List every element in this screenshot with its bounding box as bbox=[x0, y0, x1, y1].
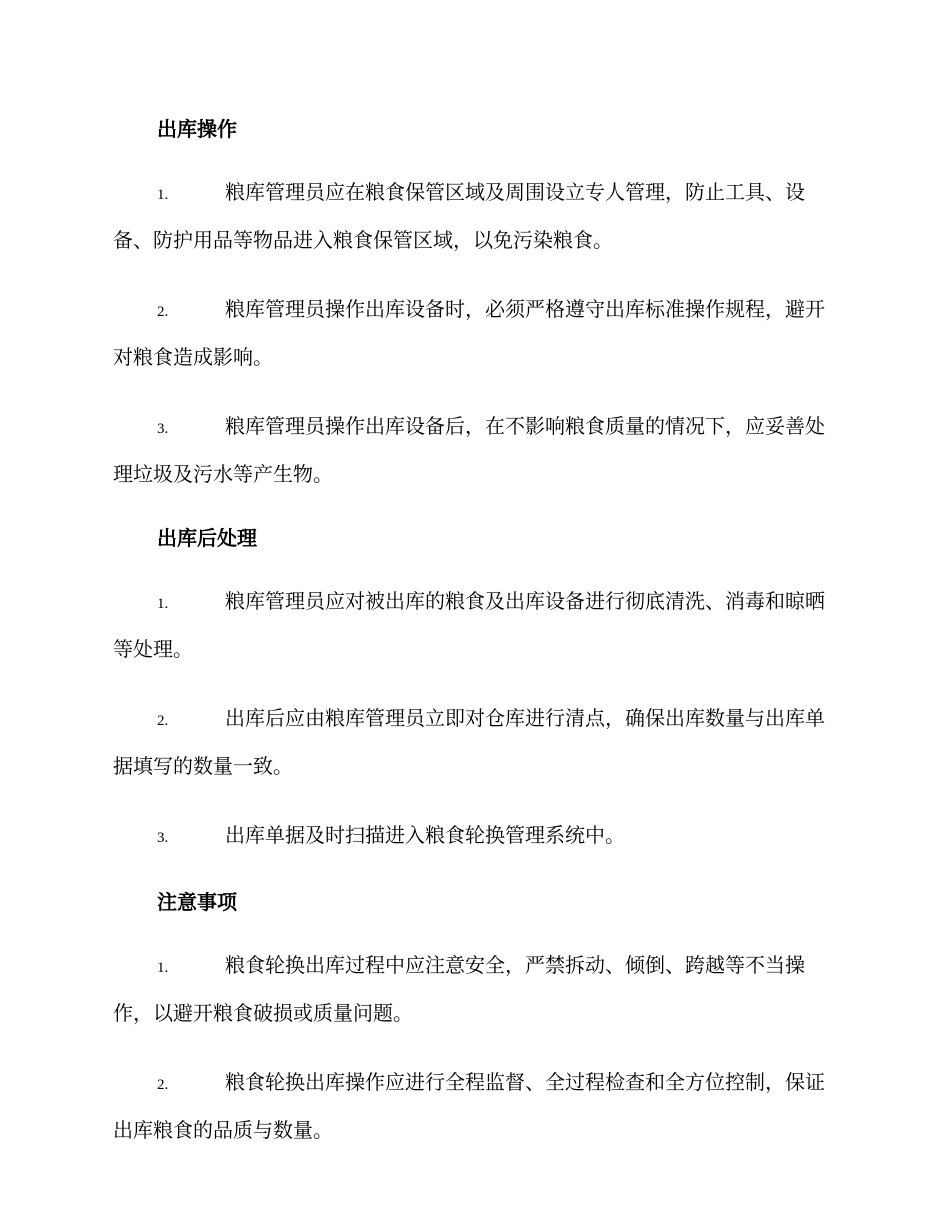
item-number: 1. bbox=[157, 596, 169, 612]
item-number: 1. bbox=[157, 960, 169, 976]
item-number: 2. bbox=[157, 1077, 169, 1093]
item-number: 3. bbox=[157, 830, 169, 846]
list-item bbox=[113, 943, 835, 1036]
list-item bbox=[113, 579, 835, 672]
document-body bbox=[113, 112, 835, 1177]
item-text: 粮库管理员应在粮食保管区域及周围设立专人管理，防止工具、设备、防护用品等物品进入粮食保管区域，以免污染粮食。 bbox=[113, 180, 805, 252]
list-item bbox=[113, 696, 835, 789]
item-number: 1. bbox=[157, 187, 169, 203]
item-list bbox=[113, 170, 835, 497]
list-item bbox=[113, 170, 835, 263]
section-heading: 出库后处理 bbox=[157, 526, 257, 550]
item-list bbox=[113, 579, 835, 861]
item-text: 粮食轮换出库过程中应注意安全，严禁拆动、倾倒、跨越等不当操作，以避开粮食破损或质量问题。 bbox=[113, 953, 805, 1025]
item-list bbox=[113, 943, 835, 1153]
section-outbound-operation bbox=[113, 112, 835, 497]
list-item bbox=[113, 1060, 835, 1153]
list-item bbox=[113, 404, 835, 497]
item-text: 粮库管理员操作出库设备后，在不影响粮食质量的情况下，应妥善处理垃圾及污水等产生物。 bbox=[113, 414, 825, 486]
item-text: 出库后应由粮库管理员立即对仓库进行清点，确保出库数量与出库单据填写的数量一致。 bbox=[113, 706, 825, 778]
section-heading: 注意事项 bbox=[157, 890, 237, 914]
section-post-outbound-handling bbox=[113, 521, 835, 861]
section-precautions bbox=[113, 885, 835, 1153]
item-text: 粮库管理员应对被出库的粮食及出库设备进行彻底清洗、消毒和晾晒等处理。 bbox=[113, 589, 825, 661]
item-text: 粮食轮换出库操作应进行全程监督、全过程检查和全方位控制，保证出库粮食的品质与数量。 bbox=[113, 1070, 825, 1142]
item-text: 粮库管理员操作出库设备时，必须严格遵守出库标准操作规程，避开对粮食造成影响。 bbox=[113, 297, 825, 369]
item-number: 3. bbox=[157, 421, 169, 437]
list-item bbox=[113, 287, 835, 380]
list-item bbox=[113, 813, 835, 861]
item-text: 出库单据及时扫描进入粮食轮换管理系统中。 bbox=[225, 823, 625, 847]
section-heading: 出库操作 bbox=[157, 117, 237, 141]
item-number: 2. bbox=[157, 713, 169, 729]
item-number: 2. bbox=[157, 304, 169, 320]
